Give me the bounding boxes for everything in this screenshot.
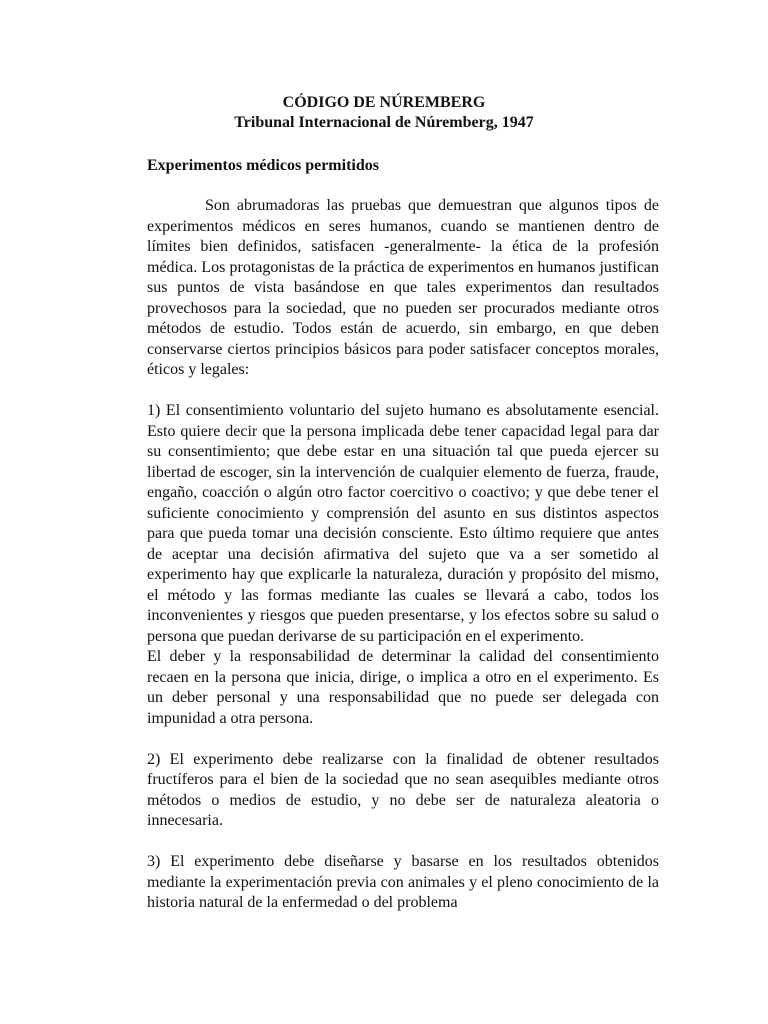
document-body [147, 196, 659, 914]
paragraph-spacer [147, 729, 659, 750]
document-subtitle: Tribunal Internacional de Núremberg, 1947 [234, 114, 534, 131]
principle-1-paragraph: 1) El consentimiento voluntario del sujeto humano es absolutamente esencial. Esto quiere decir que la persona implicada debe tener capacidad legal para dar su consentimiento; que debe estar en una situación tal que pueda ejercer su libertad de escoger, sin la intervención de cualquier elemento de fuerza, fraude, engaño, coacción o algún otro factor coercitivo o coactivo; y que debe tener el suficiente conocimiento y comprensión del asunto en sus distintos aspectos para que pueda tomar una decisión consciente. Esto último requiere que antes de aceptar una decisión afirmativa del sujeto que va a ser sometido al experimento hay que explicarle la naturaleza, duración y propósito del mismo, el método y las formas mediante las cuales se llevará a cabo, todos los inconvenientes y riesgos que pueden presentarse, y los efectos sobre su salud o persona que puedan derivarse de su participación en el experimento. [147, 402, 659, 645]
section-heading: Experimentos médicos permitidos [147, 157, 379, 174]
document-title: CÓDIGO DE NÚREMBERG [282, 94, 486, 111]
paragraph-spacer [147, 832, 659, 853]
paragraph-spacer [147, 381, 659, 402]
principle-1-responsibility-paragraph: El deber y la responsabilidad de determinar la calidad del consentimiento recaen en la persona que inicia, dirige, o implica a otro en el experimento. Es un deber personal y una responsabilidad que no puede ser delegada con impunidad a otra persona. [147, 648, 659, 727]
principle-2-paragraph: 2) El experimento debe realizarse con la finalidad de obtener resultados fructíferos para el bien de la sociedad que no sean asequibles mediante otros métodos o medios de estudio, y no debe ser de naturaleza aleatoria o innecesaria. [147, 750, 659, 829]
intro-paragraph: Son abrumadoras las pruebas que demuestran que algunos tipos de experimentos médicos en seres humanos, cuando se mantienen dentro de límites bien definidos, satisfacen -generalmente- la ética de la profesión médica. Los protagonistas de la práctica de experimentos en humanos justifican sus puntos de vista basándose en que tales experimentos dan resultados provechosos para la sociedad, que no pueden ser procurados mediante otros métodos de estudio. Todos están de acuerdo, sin embargo, en que deben conservarse ciertos principios básicos para poder satisfacer conceptos morales, éticos y legales: [147, 197, 659, 378]
principle-3-paragraph: 3) El experimento debe diseñarse y basarse en los resultados obtenidos mediante la experimentación previa con animales y el pleno conocimiento de la historia natural de la enfermedad o del problema [147, 853, 659, 911]
